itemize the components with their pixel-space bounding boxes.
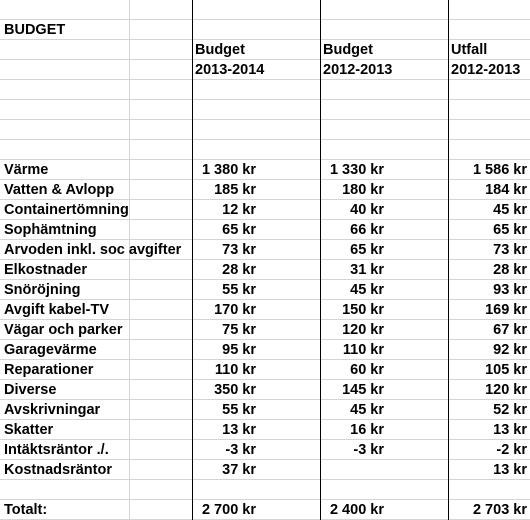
column-header-3-line2[interactable]: 2012-2013 [451,62,521,78]
row-label[interactable]: Kostnadsräntor [4,462,112,478]
row-value-col1[interactable]: 12 kr [222,202,256,218]
row-value-col3[interactable]: 67 kr [493,322,527,338]
row-value-col1[interactable]: 55 kr [222,402,256,418]
row-value-col3[interactable]: 1 586 kr [472,162,527,178]
row-value-col3[interactable]: 169 kr [485,302,527,318]
row-value-col2[interactable]: 65 kr [350,242,384,258]
row-value-col3[interactable]: 28 kr [493,262,527,278]
row-label[interactable]: Elkostnader [4,262,87,278]
row-value-col2[interactable]: 31 kr [350,262,384,278]
row-value-col2[interactable]: 150 kr [342,302,384,318]
row-value-col2[interactable]: 45 kr [350,282,384,298]
total-value-col2[interactable]: 2 400 kr [329,502,384,518]
row-value-col3[interactable]: -2 kr [496,442,527,458]
row-value-col1[interactable]: 13 kr [222,422,256,438]
total-value-col3[interactable]: 2 703 kr [472,502,527,518]
row-value-col1[interactable]: 1 380 kr [201,162,256,178]
row-value-col2[interactable] [321,460,384,480]
row-value-col2[interactable]: 1 330 kr [329,162,384,178]
row-value-col1[interactable]: 170 kr [214,302,256,318]
row-label[interactable]: Vägar och parker [4,322,123,338]
row-value-col2[interactable]: -3 kr [353,442,384,458]
row-value-col3[interactable]: 73 kr [493,242,527,258]
row-value-col2[interactable]: 16 kr [350,422,384,438]
column-header-2-line1[interactable]: Budget [323,42,373,58]
row-label[interactable]: Värme [4,162,49,178]
row-label[interactable]: Garagevärme [4,342,97,358]
row-value-col3[interactable]: 65 kr [493,222,527,238]
row-value-col1[interactable]: 75 kr [222,322,256,338]
row-label[interactable]: Arvoden inkl. soc avgifter [4,242,182,258]
row-label[interactable]: Sophämtning [4,222,97,238]
row-value-col2[interactable]: 40 kr [350,202,384,218]
row-value-col3[interactable]: 120 kr [485,382,527,398]
row-label[interactable]: Snöröjning [4,282,81,298]
row-label[interactable]: Reparationer [4,362,94,378]
row-value-col3[interactable]: 92 kr [493,342,527,358]
row-value-col3[interactable]: 45 kr [493,202,527,218]
column-header-3-line1[interactable]: Utfall [451,42,488,58]
total-value-col1[interactable]: 2 700 kr [201,502,256,518]
column-header-1-line1[interactable]: Budget [195,42,245,58]
row-value-col2[interactable]: 180 kr [342,182,384,198]
row-label[interactable]: Diverse [4,382,57,398]
row-value-col1[interactable]: 28 kr [222,262,256,278]
row-value-col1[interactable]: 95 kr [222,342,256,358]
row-value-col3[interactable]: 184 kr [485,182,527,198]
row-label[interactable]: Avgift kabel-TV [4,302,110,318]
row-value-col3[interactable]: 52 kr [493,402,527,418]
row-value-col1[interactable]: 65 kr [222,222,256,238]
row-label[interactable]: Intäktsräntor ./. [4,442,109,458]
row-value-col2[interactable]: 60 kr [350,362,384,378]
row-label[interactable]: Avskrivningar [4,402,101,418]
row-value-col1[interactable]: 350 kr [214,382,256,398]
row-value-col2[interactable]: 45 kr [350,402,384,418]
row-value-col1[interactable]: 55 kr [222,282,256,298]
column-header-2-line2[interactable]: 2012-2013 [323,62,393,78]
row-value-col2[interactable]: 110 kr [342,342,384,358]
sheet-title[interactable]: BUDGET [4,22,66,38]
row-label[interactable]: Containertömning [4,202,129,218]
row-value-col3[interactable]: 105 kr [485,362,527,378]
row-value-col3[interactable]: 13 kr [493,422,527,438]
row-value-col2[interactable]: 145 kr [342,382,384,398]
row-value-col1[interactable]: 110 kr [214,362,256,378]
row-label[interactable]: Vatten & Avlopp [4,182,115,198]
row-value-col1[interactable]: 185 kr [214,182,256,198]
row-value-col1[interactable]: 73 kr [222,242,256,258]
total-label[interactable]: Totalt: [4,502,48,518]
row-value-col2[interactable]: 66 kr [350,222,384,238]
row-value-col2[interactable]: 120 kr [342,322,384,338]
column-header-1-line2[interactable]: 2013-2014 [195,62,265,78]
row-value-col1[interactable]: -3 kr [225,442,256,458]
row-value-col3[interactable]: 13 kr [493,462,527,478]
row-value-col3[interactable]: 93 kr [493,282,527,298]
row-value-col1[interactable]: 37 kr [222,462,256,478]
row-label[interactable]: Skatter [4,422,54,438]
